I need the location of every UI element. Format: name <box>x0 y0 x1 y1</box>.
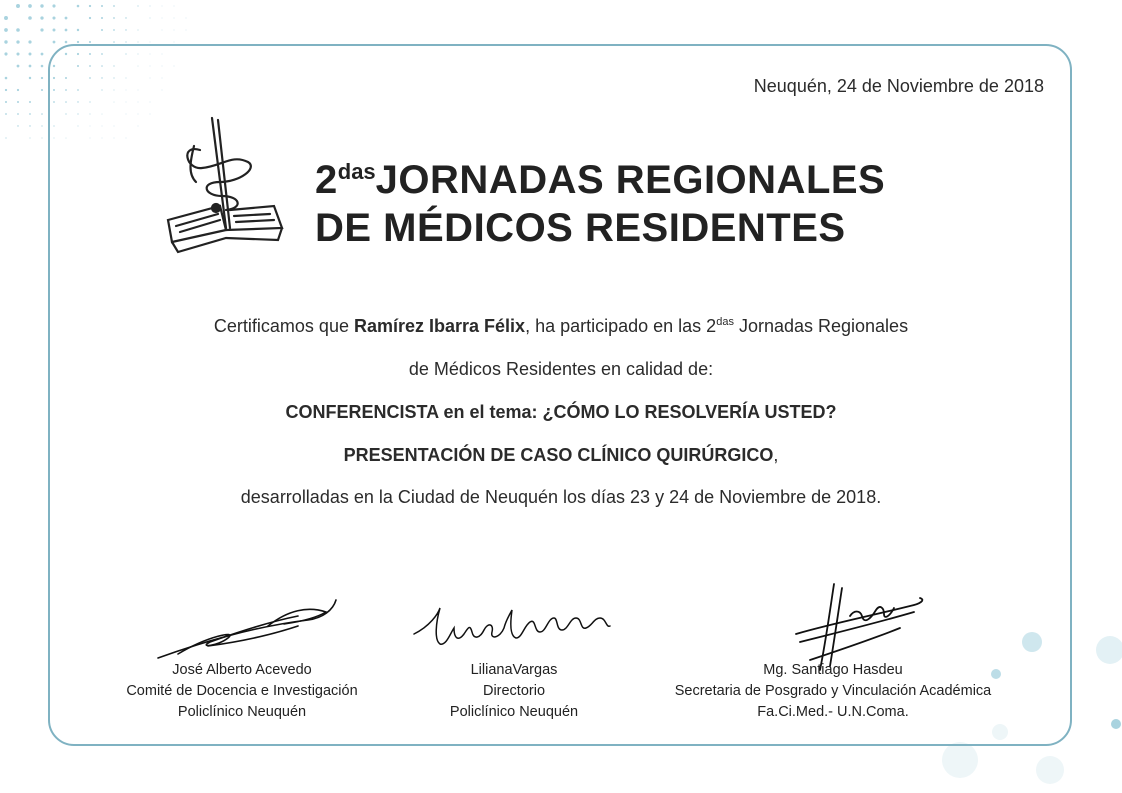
certification-line-2: de Médicos Residentes en calidad de: <box>408 359 714 379</box>
certify-mid: , ha participado en las 2 <box>525 316 717 336</box>
presentation-title-text: PRESENTACIÓN DE CASO CLÍNICO QUIRÚRGICO <box>343 445 774 465</box>
signature-block-acevedo <box>100 660 384 723</box>
presentation-title <box>0 445 1122 466</box>
certify-intro: Certificamos que <box>213 316 354 336</box>
title-ordinal: 2 <box>315 158 338 202</box>
signer-name: LilianaVargas <box>470 662 558 678</box>
signature-block-vargas <box>404 660 624 723</box>
issue-date: Neuquén, 24 de Noviembre de 2018 <box>753 76 1044 96</box>
certification-line-1 <box>0 316 1122 337</box>
signer-org: Fa.Ci.Med.- U.N.Coma. <box>757 704 909 720</box>
signer-role: Comité de Docencia e Investigación <box>126 683 358 699</box>
event-title <box>315 148 885 252</box>
event-title-line2: DE MÉDICOS RESIDENTES <box>315 206 846 250</box>
ordinal-suffix: das <box>716 316 734 328</box>
title-line1-text: JORNADAS REGIONALES <box>375 158 886 202</box>
signature-acevedo <box>148 596 348 666</box>
presentation-title-comma: , <box>773 445 779 465</box>
signature-vargas <box>410 604 620 652</box>
signer-name: Mg. Santiago Hasdeu <box>763 662 903 678</box>
signer-org: Policlínico Neuquén <box>177 704 307 720</box>
role-and-topic: CONFERENCISTA en el tema: ¿CÓMO LO RESOLVERÍA USTED? <box>285 402 837 422</box>
certify-end: Jornadas Regionales <box>733 316 909 336</box>
book-stethoscope-icon <box>160 110 290 260</box>
title-ordinal-suffix: das <box>337 159 376 184</box>
event-dates-line: desarrolladas en la Ciudad de Neuquén los días 23 y 24 de Noviembre de 2018. <box>240 487 882 507</box>
event-title-line1 <box>315 148 885 204</box>
recipient-name: Ramírez Ibarra Félix <box>353 316 526 336</box>
signer-role: Secretaria de Posgrado y Vinculación Académica <box>674 683 992 699</box>
signature-block-hasdeu <box>650 660 1016 723</box>
signer-role: Directorio <box>482 683 546 699</box>
signer-name: José Alberto Acevedo <box>172 662 312 678</box>
signer-org: Policlínico Neuquén <box>449 704 579 720</box>
